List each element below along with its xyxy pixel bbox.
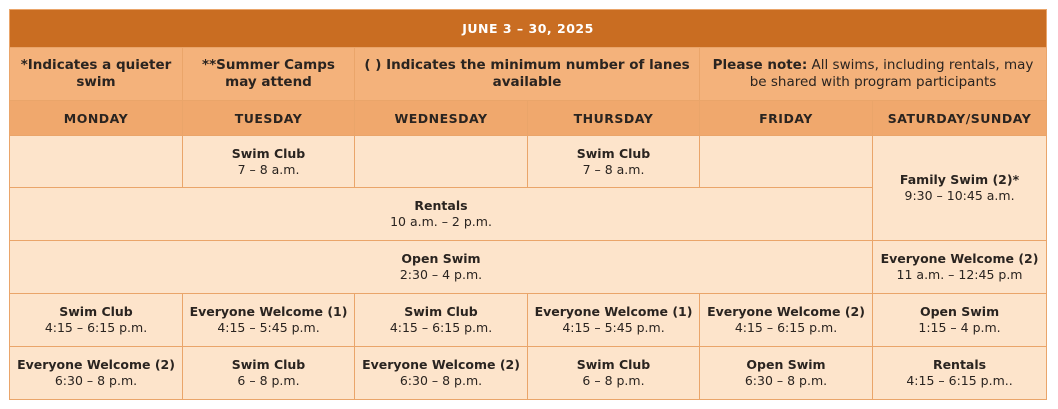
event-time: 4:15 – 6:15 p.m. [44,320,148,335]
event-name: Everyone Welcome (2) [707,304,865,319]
event-cell [528,136,700,188]
event-name: Swim Club [59,304,133,319]
event-name: Rentals [414,198,468,213]
event-name: Open Swim [919,304,1000,319]
note-camps-text: **Summer Camps may attend [202,57,335,90]
event-name: Everyone Welcome (2) [362,357,520,372]
event-name: Everyone Welcome (2) [880,251,1039,266]
event-time: 1:15 – 4 p.m. [918,320,1001,335]
empty-cell [355,136,528,188]
event-cell [873,294,1047,347]
event-cell [873,136,1047,241]
event-time: 4:15 – 5:45 p.m. [217,320,320,335]
notes-row [10,48,1047,101]
day-tuesday: TUESDAY [183,101,355,136]
event-time: 4:15 – 6:15 p.m.. [906,373,1013,388]
event-cell [355,347,528,400]
day-weekend: SATURDAY/SUNDAY [873,101,1047,136]
event-time: 6:30 – 8 p.m. [54,373,138,388]
schedule-row [10,241,1047,294]
event-cell [10,188,873,241]
event-name: Open Swim [746,357,826,372]
day-monday: MONDAY [10,101,183,136]
event-time: 7 – 8 a.m. [237,161,300,177]
event-name: Everyone Welcome (1) [189,304,348,319]
event-time: 6:30 – 8 p.m. [399,373,483,388]
event-name: Everyone Welcome (2) [17,357,175,372]
empty-cell [700,136,873,188]
event-cell [700,347,873,400]
day-thursday: THURSDAY [528,101,700,136]
note-please [700,48,1047,101]
event-time: 9:30 – 10:45 a.m. [904,188,1015,203]
schedule-row [10,294,1047,347]
title-row [10,10,1047,48]
event-name: Rentals [932,357,987,372]
event-cell [355,294,528,347]
day-header-row [10,101,1047,136]
event-cell [10,241,873,294]
note-lanes-text: ( ) Indicates the minimum number of lanes available [364,57,690,90]
note-summer-camps [183,48,355,101]
event-name: Everyone Welcome (1) [534,304,693,319]
event-time: 6:30 – 8 p.m. [744,373,828,388]
event-time: 7 – 8 a.m. [582,161,645,177]
schedule-row [10,136,1047,188]
event-time: 4:15 – 5:45 p.m. [562,320,665,335]
note-quieter-text: *Indicates a quieter swim [20,57,172,90]
swim-schedule-table [9,9,1047,400]
event-time: 6 – 8 p.m. [582,373,645,388]
event-cell [528,347,700,400]
event-name: Swim Club [404,304,478,319]
empty-cell [10,136,183,188]
event-time: 6 – 8 p.m. [237,373,300,388]
event-name: Swim Club [231,145,306,161]
event-time: 2:30 – 4 p.m. [399,267,483,282]
event-time: 10 a.m. – 2 p.m. [390,214,492,229]
event-cell [10,347,183,400]
event-cell [873,347,1047,400]
event-name: Swim Club [576,357,651,372]
event-cell [183,347,355,400]
event-time: 4:15 – 6:15 p.m. [389,320,493,335]
note-quieter-swim [10,48,183,101]
schedule-title: JUNE 3 – 30, 2025 [10,10,1047,48]
day-friday: FRIDAY [700,101,873,136]
event-cell [183,294,355,347]
event-cell [873,241,1047,294]
event-name: Family Swim (2)* [899,172,1020,187]
event-cell [10,294,183,347]
event-cell [183,136,355,188]
event-time: 11 a.m. – 12:45 p.m [896,267,1023,282]
event-name: Swim Club [231,357,306,372]
event-name: Open Swim [401,251,481,266]
note-please-text: All swims, including rentals, may be shared with program participants [749,57,1034,90]
event-name: Swim Club [576,145,651,161]
event-cell [528,294,700,347]
note-minimum-lanes [355,48,700,101]
event-cell [700,294,873,347]
day-wednesday: WEDNESDAY [355,101,528,136]
schedule-container [9,9,1046,400]
note-please-label: Please note: [712,57,808,73]
schedule-row [10,347,1047,400]
event-time: 4:15 – 6:15 p.m. [734,320,838,335]
